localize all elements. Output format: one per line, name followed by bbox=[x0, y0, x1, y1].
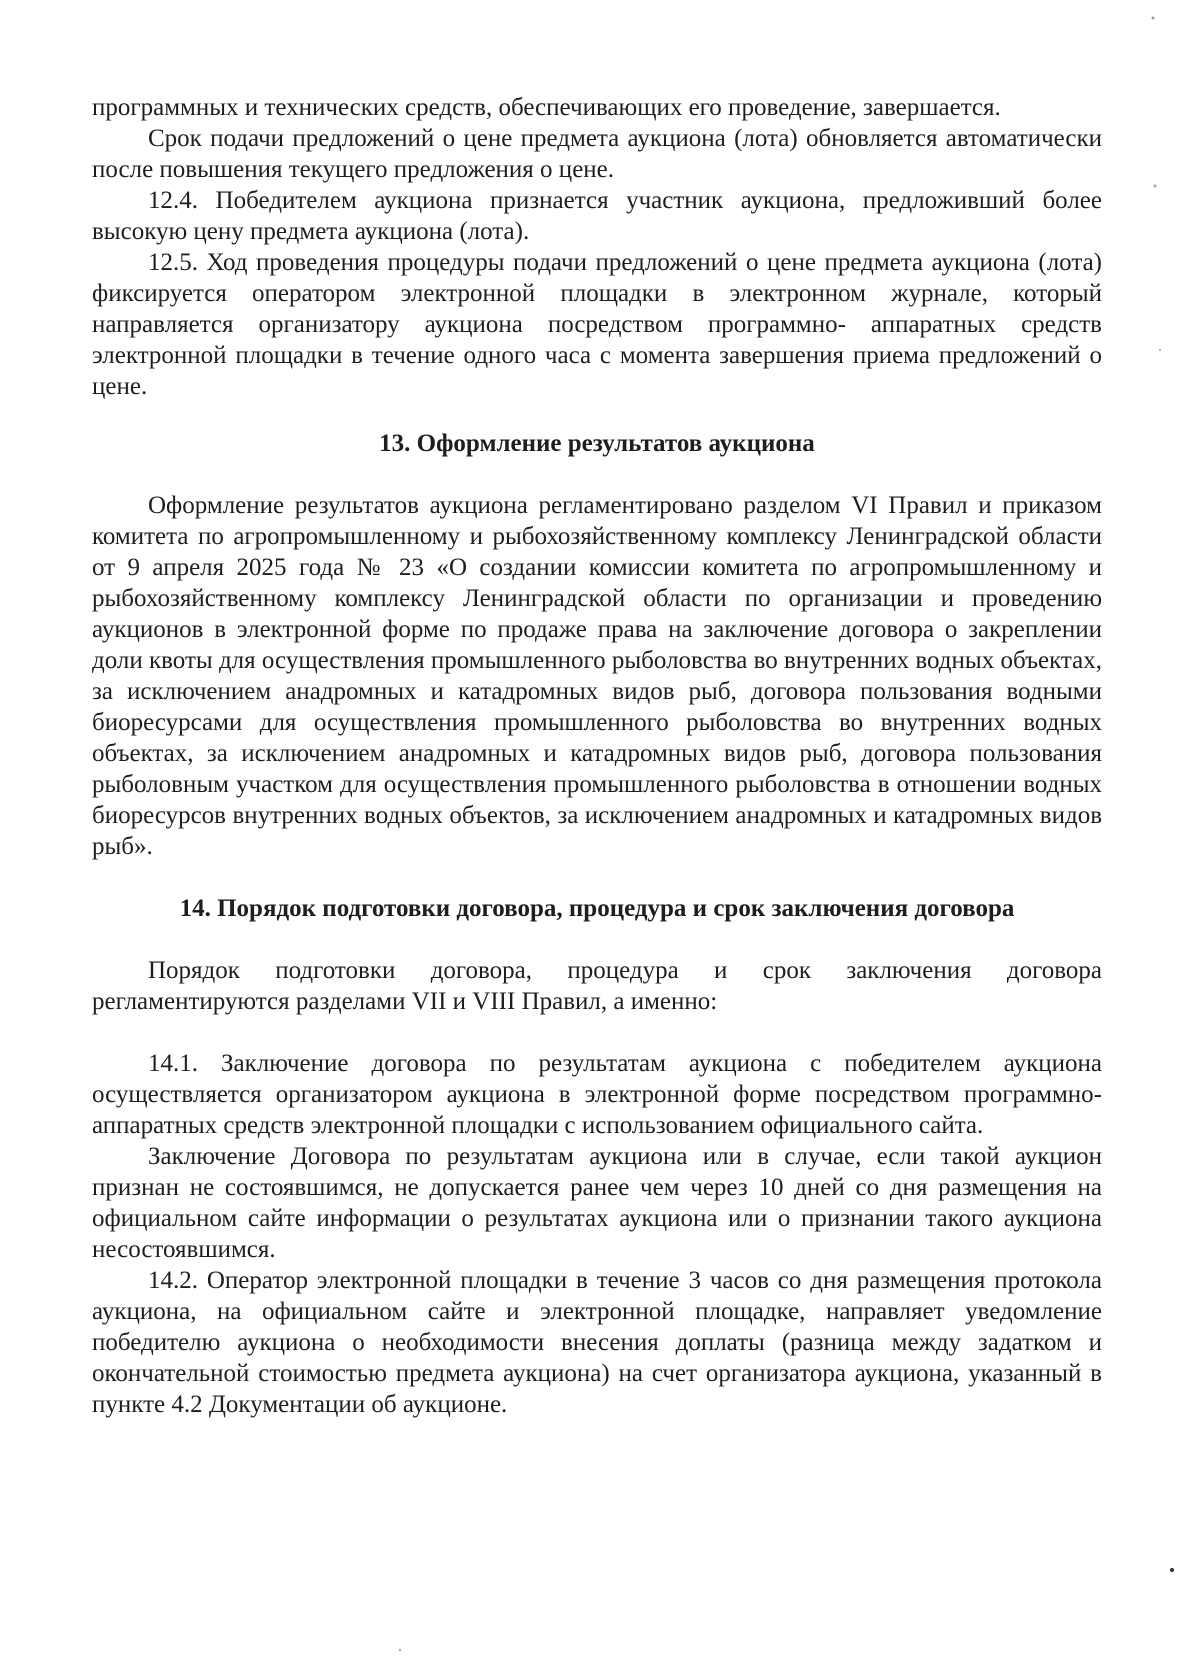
scan-speck bbox=[1154, 185, 1157, 188]
scan-speck bbox=[1152, 17, 1155, 20]
paragraph-bid-deadline: Срок подачи предложений о цене предмета аукциона (лота) обновляется автоматически после повышения текущего предложения о цене. bbox=[92, 125, 1102, 183]
document-page bbox=[92, 92, 1102, 1420]
paragraph-14-1-second: Заключение Договора по результатам аукциона или в случае, если такой аукцион признан не состоявшимся, не допускается ранее чем через 10 дней со дня размещения на официальном сайте информации о результатах аукциона или о признании такого аукциона несостоявшимся. bbox=[92, 1143, 1102, 1263]
paragraph-12-4: 12.4. Победителем аукциона признается участник аукциона, предложивший более высокую цену предмета аукциона (лота). bbox=[92, 187, 1102, 245]
section-14-intro: Порядок подготовки договора, процедура и срок заключения договора регламентируются разделами VII и VIII Правил, а именно: bbox=[92, 957, 1102, 1015]
scan-speck bbox=[399, 1649, 401, 1651]
section-13-text: Оформление результатов аукциона регламентировано разделом VI Правил и приказом комитета по агропромышленному и рыбохозяйственному комплексу Ленинградской области от 9 апреля 2025 года № 23 «О создании комиссии комитета по агропромышленному и рыбохозяйственному комплексу Ленинградской области по организации и проведению аукционов в электронной форме по продаже права на заключение договора о закреплении доли квоты для осуществления промышленного рыболовства во внутренних водных объектах, за исключением анадромных и катадромных видов рыб, договора пользования водными биоресурсами для осуществления промышленного рыболовства во внутренних водных объектах, за исключением анадромных и катадромных видов рыб, договора пользования рыболовным участком для осуществления промышленного рыболовства в отношении водных биоресурсов внутренних водных объектов, за исключением анадромных и катадромных видов рыб». bbox=[92, 492, 1102, 860]
paragraph-continuation: программных и технических средств, обеспечивающих его проведение, завершается. bbox=[92, 94, 1001, 121]
section-13-heading: 13. Оформление результатов аукциона bbox=[379, 430, 815, 457]
scan-speck bbox=[1170, 1568, 1174, 1572]
section-14-heading: 14. Порядок подготовки договора, процедура и срок заключения договора bbox=[179, 895, 1015, 922]
scan-speck bbox=[1159, 349, 1161, 351]
paragraph-14-2: 14.2. Оператор электронной площадки в течение 3 часов со дня размещения протокола аукциона, на официальном сайте и электронной площадке, направляет уведомление победителю аукциона о необходимости внесения доплаты (разница между задатком и окончательной стоимостью предмета аукциона) на счет организатора аукциона, указанный в пункте 4.2 Документации об аукционе. bbox=[92, 1267, 1102, 1418]
paragraph-14-1: 14.1. Заключение договора по результатам аукциона с победителем аукциона осуществляется организатором аукциона в электронной форме посредством программно-аппаратных средств электронной площадки с использованием официального сайта. bbox=[92, 1050, 1102, 1139]
paragraph-12-5: 12.5. Ход проведения процедуры подачи предложений о цене предмета аукциона (лота) фиксируется оператором электронной площадки в электронном журнале, который направляется организатору аукциона посредством программно- аппаратных средств электронной площадки в течение одного часа с момента завершения приема предложений о цене. bbox=[92, 249, 1102, 400]
